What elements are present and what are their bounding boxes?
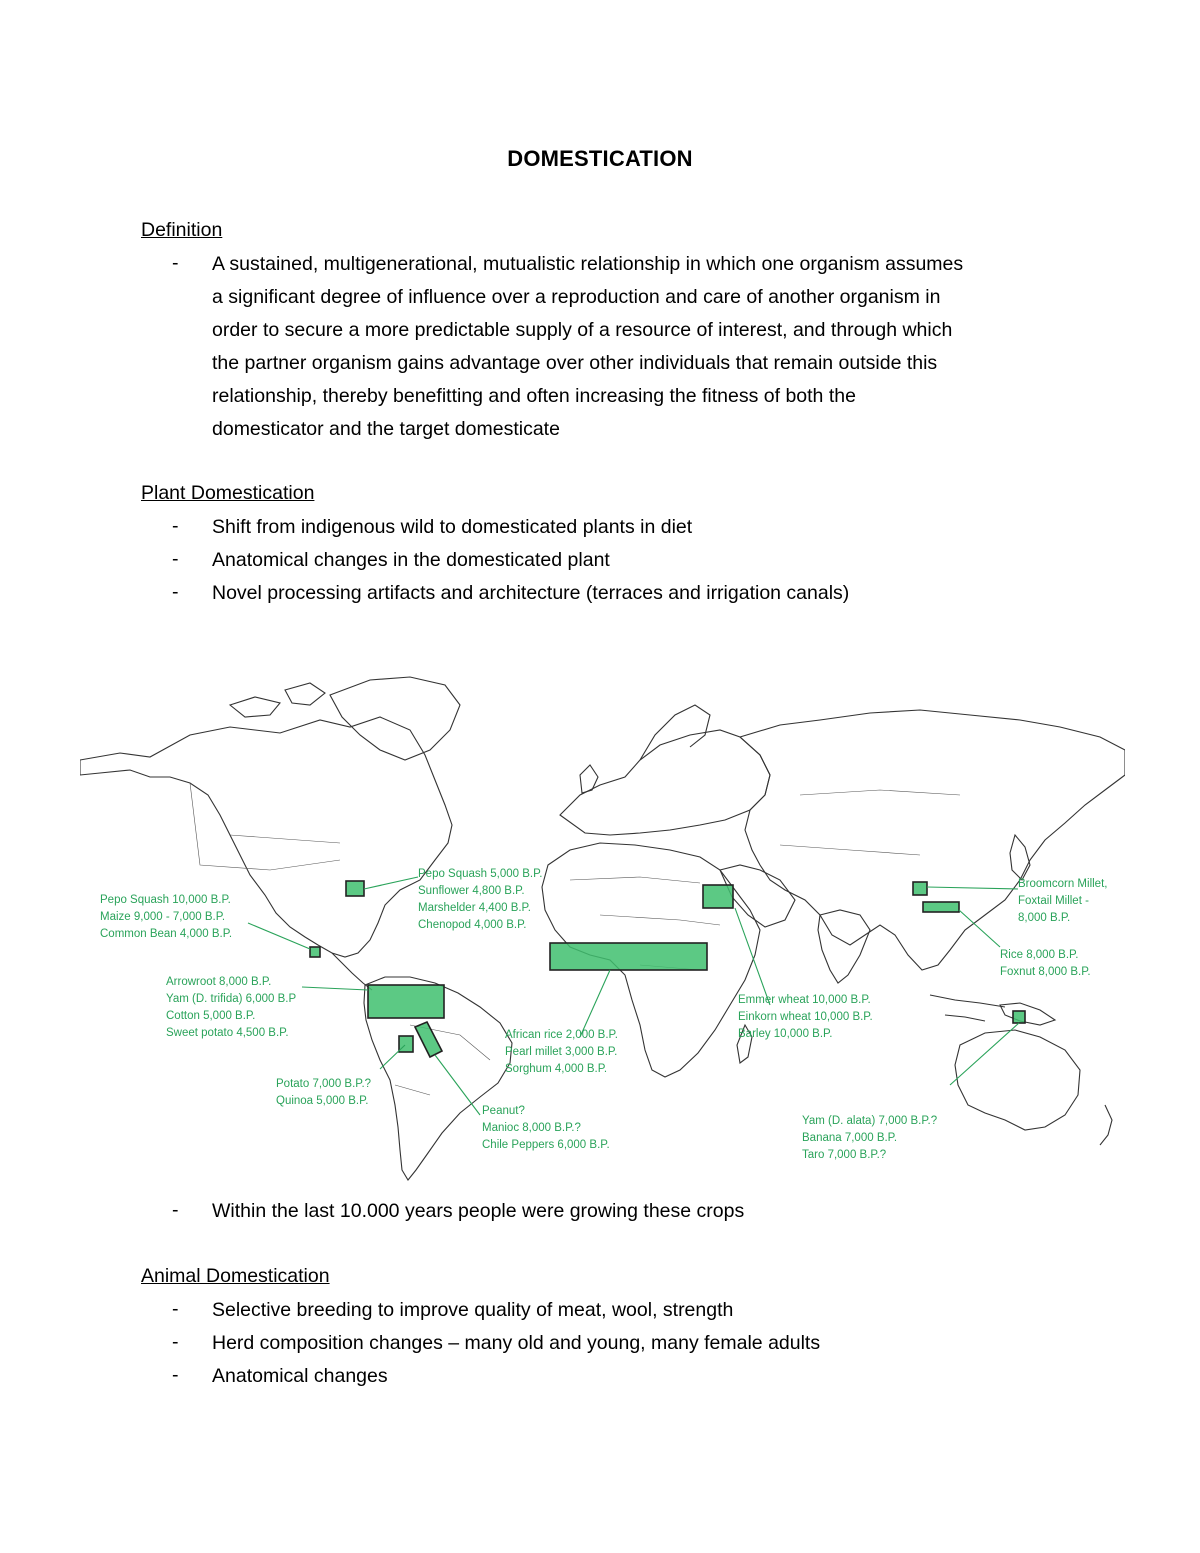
animal-heading: Animal Domestication [141,1265,330,1287]
label-fertile-crescent [738,994,876,1040]
label-east-na [418,868,546,931]
label-mesoamerica [100,894,234,940]
label-south-china [1000,949,1091,978]
region-fertile-crescent [703,885,733,908]
label-line: Chenopod 4,000 B.P. [418,919,527,931]
region-north-china [913,882,927,895]
region-northern-south-america [368,985,444,1018]
label-northern-south-america [166,976,299,1039]
region-new-guinea [1013,1011,1025,1023]
definition-text [212,248,1072,446]
label-line: Yam (D. trifida) 6,000 B.P [166,993,296,1005]
label-line: African rice 2,000 B.P. [505,1029,618,1041]
label-line: 8,000 B.P. [1018,912,1071,924]
label-line: Yam (D. alata) 7,000 B.P.? [802,1115,938,1127]
label-line: Common Bean 4,000 B.P. [100,928,233,940]
region-sahel-africa [550,943,707,970]
label-line: Foxnut 8,000 B.P. [1000,966,1091,978]
page-title: DOMESTICATION [507,146,693,171]
label-line: Einkorn wheat 10,000 B.P. [738,1011,873,1023]
label-line: Chile Peppers 6,000 B.P. [482,1139,610,1151]
map-caption-bullet: Within the last 10.000 years people were growing these crops [212,1200,745,1222]
animal-bullet: Herd composition changes – many old and young, many female adults [212,1332,821,1354]
label-line: Arrowroot 8,000 B.P. [166,976,272,988]
label-line: Quinoa 5,000 B.P. [276,1095,369,1107]
label-line: Sunflower 4,800 B.P. [418,885,525,897]
animal-bullet: Selective breeding to improve quality of meat, wool, strength [212,1299,734,1321]
definition-line: order to secure a more predictable supply of a resource of interest, and through which [212,319,953,341]
label-line: Banana 7,000 B.P. [802,1132,898,1144]
label-line: Sorghum 4,000 B.P. [505,1063,608,1075]
label-line: Manioc 8,000 B.P.? [482,1122,581,1134]
label-line: Marshelder 4,400 B.P. [418,902,531,914]
label-africa [505,1029,621,1075]
label-line: Peanut? [482,1105,525,1117]
bullet-dash: - [172,548,179,570]
animal-bullet: Anatomical changes [212,1365,388,1387]
plant-bullet: Shift from indigenous wild to domesticated plants in diet [212,516,693,538]
region-lowland-south-america [415,1022,442,1057]
map-landmasses [80,677,1125,1180]
bullet-dash: - [172,515,179,537]
definition-line: relationship, thereby benefitting and often increasing the fitness of both the [212,385,856,407]
bullet-dash: - [172,1298,179,1320]
label-line: Potato 7,000 B.P.? [276,1078,372,1090]
bullet-dash: - [172,581,179,603]
label-new-guinea [802,1115,940,1161]
label-line: Emmer wheat 10,000 B.P. [738,994,871,1006]
plant-bullet: Anatomical changes in the domesticated plant [212,549,610,571]
bullet-dash: - [172,252,179,274]
bullet-dash: - [172,1331,179,1353]
definition-line: A sustained, multigenerational, mutualistic relationship in which one organism assumes [212,253,964,275]
definition-line: a significant degree of influence over a reproduction and care of another organism in [212,286,941,308]
bullet-dash: - [172,1364,179,1386]
label-line: Pepo Squash 10,000 B.P. [100,894,231,906]
world-crop-map [80,665,1125,1185]
label-north-china [1018,878,1111,924]
label-andes [276,1078,374,1107]
definition-line: the partner organism gains advantage over other individuals that remain outside this [212,352,938,374]
label-lowland-south-america [482,1105,610,1151]
region-andes [399,1036,413,1052]
label-line: Broomcorn Millet, [1018,878,1108,890]
label-line: Foxtail Millet - [1018,895,1089,907]
label-line: Rice 8,000 B.P. [1000,949,1079,961]
label-line: Maize 9,000 - 7,000 B.P. [100,911,226,923]
bullet-dash: - [172,1199,179,1221]
region-mesoamerica [310,947,320,957]
label-line: Pearl millet 3,000 B.P. [505,1046,618,1058]
label-line: Taro 7,000 B.P.? [802,1149,887,1161]
definition-line: domesticator and the target domesticate [212,418,560,440]
plant-bullet: Novel processing artifacts and architecture (terraces and irrigation canals) [212,582,850,604]
definition-heading: Definition [141,219,223,241]
label-line: Sweet potato 4,500 B.P. [166,1027,289,1039]
label-line: Pepo Squash 5,000 B.P. [418,868,543,880]
label-line: Barley 10,000 B.P. [738,1028,833,1040]
region-eastern-north-america [346,881,364,896]
plant-heading: Plant Domestication [141,482,315,504]
region-yangtze [923,902,959,912]
label-line: Cotton 5,000 B.P. [166,1010,256,1022]
